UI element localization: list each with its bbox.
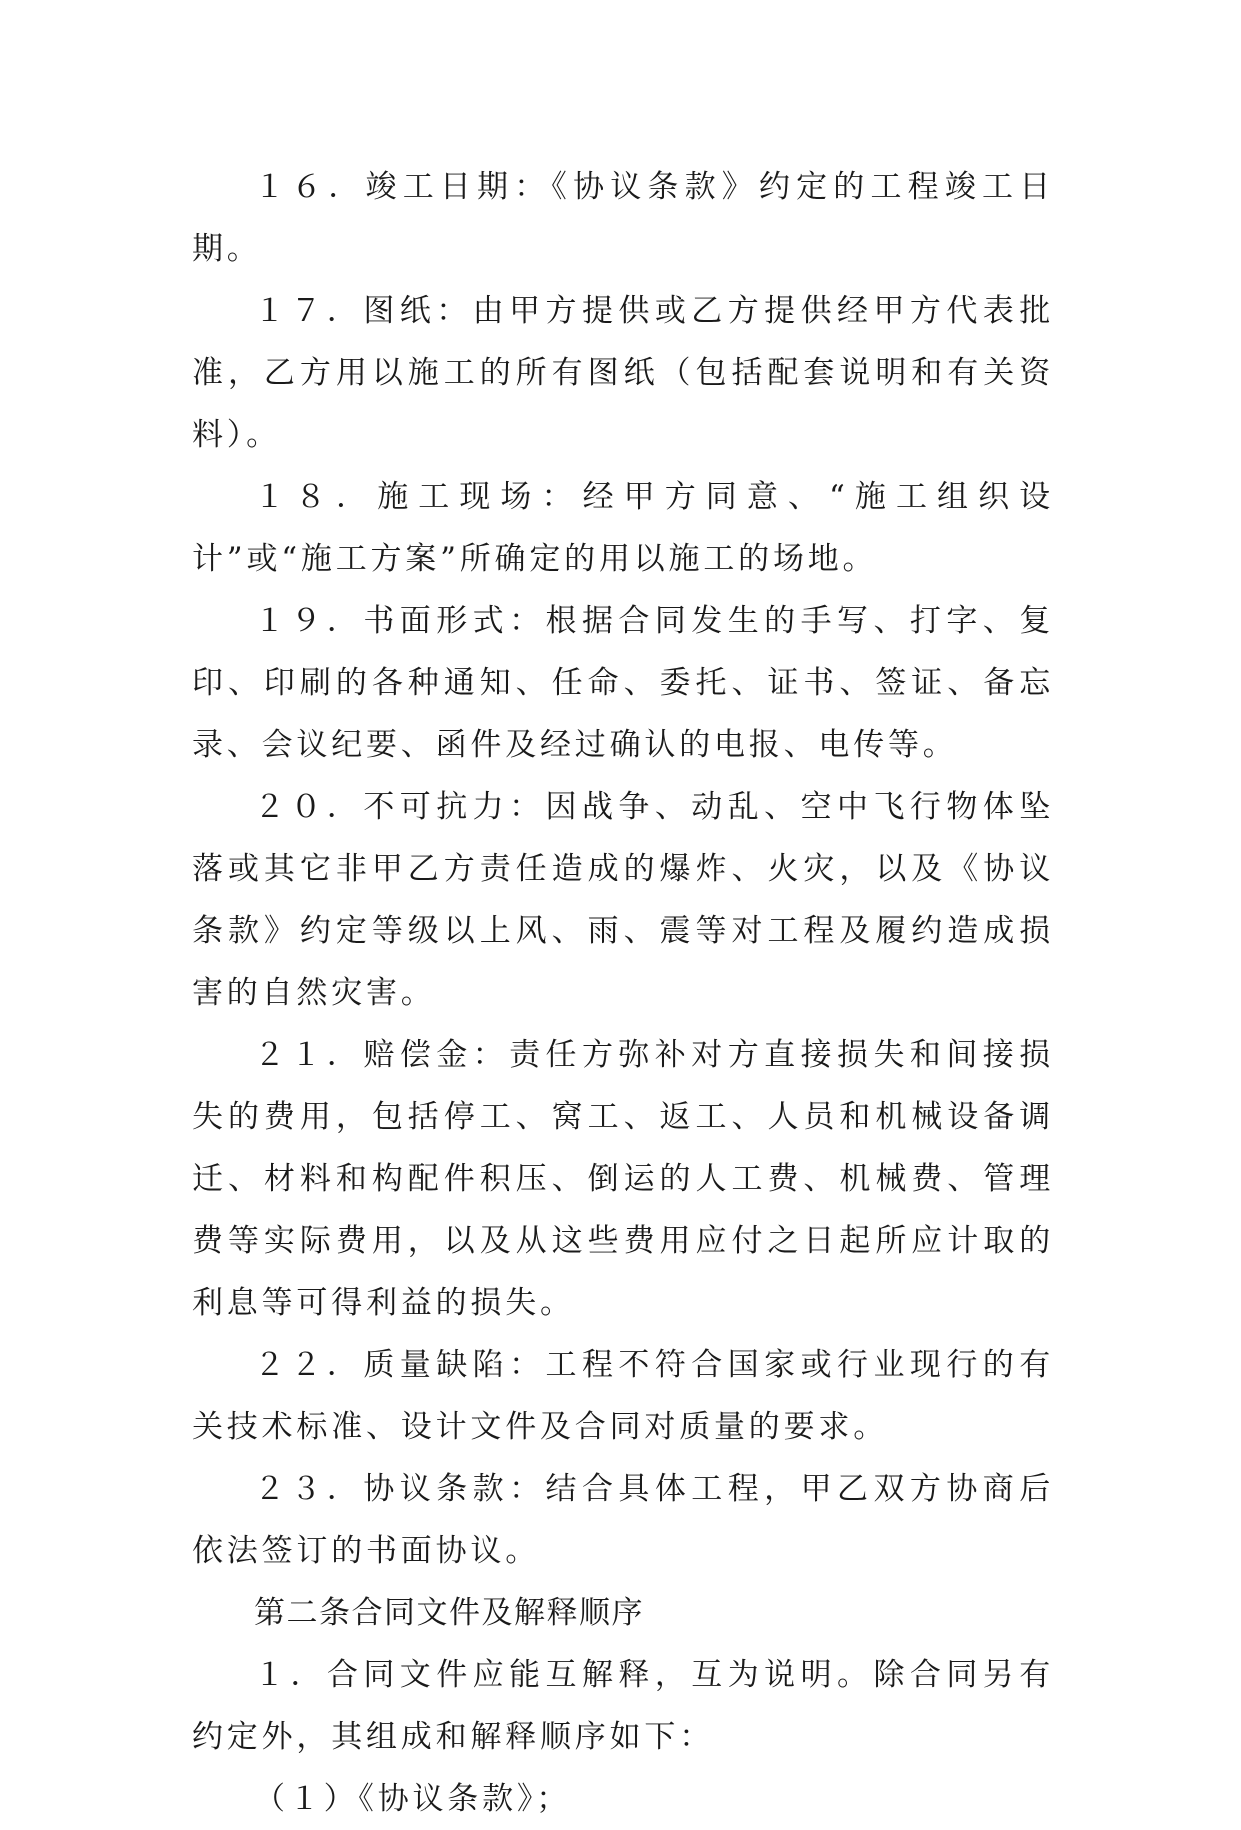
document-body xyxy=(192,156,1054,1830)
article-2-sub-item-1: （１）《协议条款》； xyxy=(254,1781,571,1817)
article-2-item-1: １．合同文件应能互解释，互为说明。除合同另有约定外，其组成和解释顺序如下： xyxy=(192,1657,1054,1755)
clause-17-drawings: １７．图纸：由甲方提供或乙方提供经甲方代表批准，乙方用以施工的所有图纸（包括配套说明和有关资料）。 xyxy=(192,293,1054,453)
clause-23-agreement-terms: ２３．协议条款：结合具体工程，甲乙双方协商后依法签订的书面协议。 xyxy=(192,1471,1054,1569)
article-2-heading: 第二条合同文件及解释顺序 xyxy=(254,1595,644,1631)
clause-16-completion-date: １６．竣工日期：《协议条款》约定的工程竣工日期。 xyxy=(192,169,1054,267)
clause-19-written-form: １９．书面形式：根据合同发生的手写、打字、复印、印刷的各种通知、任命、委托、证书、签证、备忘录、会议纪要、函件及经过确认的电报、电传等。 xyxy=(192,603,1054,763)
clause-21-compensation: ２１．赔偿金：责任方弥补对方直接损失和间接损失的费用，包括停工、窝工、返工、人员和机械设备调迁、材料和构配件积压、倒运的人工费、机械费、管理费等实际费用，以及从这些费用应付之日起所应计取的利息等可得利益的损失。 xyxy=(192,1037,1054,1321)
clause-20-force-majeure: ２０．不可抗力：因战争、动乱、空中飞行物体坠落或其它非甲乙方责任造成的爆炸、火灾，以及《协议条款》约定等级以上风、雨、震等对工程及履约造成损害的自然灾害。 xyxy=(192,789,1054,1011)
clause-18-construction-site: １８．施工现场：经甲方同意、“施工组织设计”或“施工方案”所确定的用以施工的场地。 xyxy=(192,479,1054,577)
clause-22-quality-defect: ２２．质量缺陷：工程不符合国家或行业现行的有关技术标准、设计文件及合同对质量的要求。 xyxy=(192,1347,1054,1445)
